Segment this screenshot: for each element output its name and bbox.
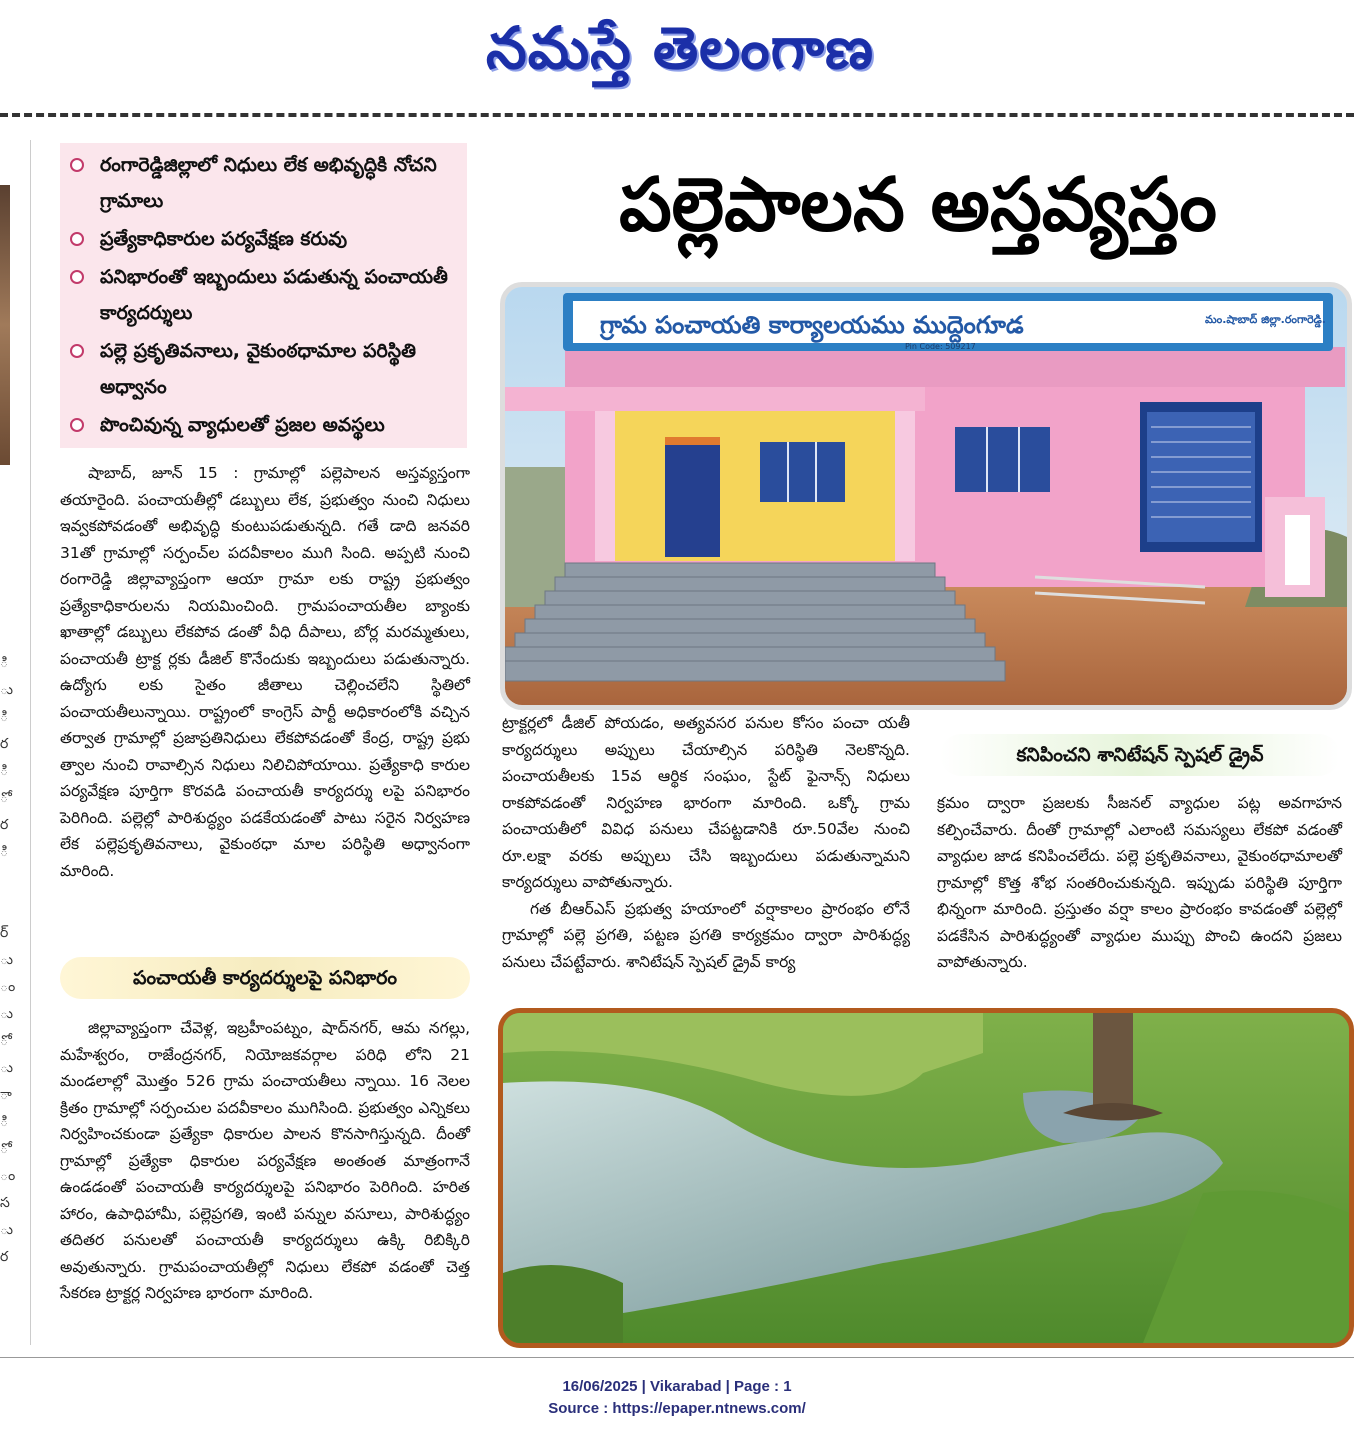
paragraph: క్రమం ద్వారా ప్రజలకు సీజనల్ వ్యాధుల పట్ల అవగాహన కల్పించేవారు. దీంతో గ్రామాల్లో ఎలాంటి సమస్యలు లేకపో వడంతో వ్యాధుల జాడ కనిపించలేదు. పల్లె ప్రకృతివనాలు, వైకుంఠధామాలతో గ్రామాల్లో కొత్త శోభ సంతరించుకున్నది. ఇప్పుడు పరిస్థితి పూర్తిగా భిన్నంగా మారింది. ప్రస్తుతం వర్షా కాలం ప్రారంభం కావడంతో పల్లెల్లో పడకేసిన పారిశుద్ధ్యంతో వ్యాధుల ముప్పు పొంచి ఉందని ప్రజలు వాపోతున్నారు. — [937, 794, 1342, 971]
sign-board-pincode: Pin Code: 509217 — [905, 342, 976, 351]
column-divider — [30, 140, 31, 1345]
newspaper-logo: నమస్తే తెలంగాణ — [486, 14, 874, 82]
bullet-icon — [70, 232, 84, 246]
footer-source: Source : https://epaper.ntnews.com/ — [548, 1400, 806, 1417]
highlight-item: రంగారెడ్డిజిల్లాలో నిధులు లేక అభివృద్ధికి నోచని గ్రామాలు — [100, 147, 460, 219]
article-body-column-1 — [60, 460, 470, 884]
highlight-item: ప్రత్యేకాధికారుల పర్యవేక్షణ కరువు — [100, 221, 460, 257]
highlight-item: పొంచివున్న వ్యాధులతో ప్రజల అవస్థలు — [100, 407, 460, 443]
paragraph: ట్రాక్టర్లలో డీజిల్ పోయడం, అత్యవసర పనుల కోసం పంచా యతీ కార్యదర్శులు అప్పులు చేయాల్సిన పరిస్థితి నెలకొన్నది. పంచాయతీలకు 15వ ఆర్థిక సంఘం, స్టేట్ ఫైనాన్స్ నిధులు రాకపోవడంతో నిర్వహణ భారంగా మారింది. ఒక్కో గ్రామ పంచాయతీలో వివిధ పనులు చేపట్టడానికి రూ.50వేల నుంచి రూ.లక్షా వరకు అప్పులు చేసి ఇబ్బందులు పడుతున్నామని కార్యదర్శులు వాపోతున్నారు. — [502, 714, 910, 891]
panchayat-office-photo — [500, 282, 1352, 710]
article-body-column-2 — [502, 710, 910, 975]
sign-board-location: మం.షాబాద్ జిల్లా.రంగారెడ్డి. — [1205, 313, 1326, 326]
paragraph: జిల్లావ్యాప్తంగా చేవెళ్ల, ఇబ్రహీంపట్నం, షాద్‌నగర్, ఆమ నగల్లు, మహేశ్వరం, రాజేంద్రనగర్, నియోజకవర్గాల పరిధి లోని 21 మండలాల్లో మొత్తం 526 గ్రామ పంచాయతీలు న్నాయి. 16 నెలల క్రితం గ్రామాల్లో సర్పంచుల పదవీకాలం ముగిసింది. ప్రభుత్వం ఎన్నికలు నిర్వహించకుండా ప్రత్యేకా ధికారుల పాలన కొనసాగిస్తున్నది. దీంతో గ్రామాల్లో ప్రత్యేకా ధికారుల పర్యవేక్షణ అంతంత మాత్రంగానే ఉండడంతో పంచాయతీ కార్యదర్శులపై పనిభారం పెరిగింది. హరిత హారం, ఉపాధిహామీ, పల్లెప్రగతి, ఇంటి పన్నుల వసూలు, పారిశుద్ధ్యం తదితర పనులతో పంచాయతీ కార్యదర్శులు ఉక్కి రిబిక్కిరి అవుతున్నారు. గ్రామపంచాయతీల్లో నిధులు లేకపో వడంతో చెత్త సేకరణ ట్రాక్టర్ల నిర్వహణ భారంగా మారింది. — [60, 1019, 470, 1302]
sign-board-text: గ్రామ పంచాయతి కార్యాలయము ముద్దెంగూడ — [600, 311, 1024, 339]
article-body-column-1b — [60, 1015, 470, 1307]
subheading-secretaries-workload: పంచాయతీ కార్యదర్శులపై పనిభారం — [60, 957, 470, 999]
subheading-sanitation-drive: కనిపించని శానిటేషన్ స్పెషల్ డ్రైవ్ — [940, 734, 1340, 776]
stagnant-water-photo — [498, 1008, 1354, 1348]
bullet-icon — [70, 270, 84, 284]
cropped-neighbor-text: ి ు ి ర ి ో ర ి ర్ ు ం ు ో ు ా ి ో ం స ు ర — [0, 655, 16, 1265]
paragraph: షాబాద్, జూన్ 15 : గ్రామాల్లో పల్లెపాలన అస్తవ్యస్తంగా తయారైంది. పంచాయతీల్లో డబ్బులు లేక, ప్రభుత్వం నుంచి నిధులు ఇవ్వకపోవడంతో అభివృద్ధి కుంటుపడుతున్నది. గతే డాది జనవరి 31తో గ్రామాల్లో సర్పంచ్‌ల పదవీకాలం ముగి సింది. అప్పటి నుంచి రంగారెడ్డి జిల్లావ్యాప్తంగా ఆయా గ్రామా లకు రాష్ట్ర ప్రభుత్వం ప్రత్యేకాధికారులను నియమించింది. గ్రామపంచాయతీల బ్యాంకు ఖాతాల్లో డబ్బులు లేకపోవ డంతో వీధి దీపాలు, బోర్ల మరమ్మతులు, పంచాయతీ ట్రాక్ట ర్లకు డీజిల్ కొనేందుకు ఇబ్బందులు పడుతున్నారు. ఉద్యోగు లకు సైతం జీతాలు చెల్లించలేని స్థితిలో పంచాయతీలున్నాయి. రాష్ట్రంలో కాంగ్రెస్ పార్టీ అధికారంలోకి వచ్చిన తర్వాత గ్రామాల్లో ప్రజాప్రతినిధులు లేకపోవడంతో కేంద్ర, రాష్ట్ర ప్రభు త్వాల నుంచి రావాల్సిన నిధులు నిలిచిపోయాయి. ప్రత్యేకాధి కారుల పర్యవేక్షణ పూర్తిగా కొరవడి పంచాయతీ కార్యదర్శు లపై పనిభారం పెరిగింది. పల్లెల్లో పారిశుద్ధ్యం పడకేయడంతో పాటు సరైన నిర్వహణ లేక పల్లెప్రకృతివనాలు, వైకుంఠధా మాల పరిస్థితి అధ్వానంగా మారింది. — [60, 464, 470, 880]
article-body-column-3 — [937, 790, 1342, 976]
bullet-icon — [70, 418, 84, 432]
footer-date-edition: 16/06/2025 | Vikarabad | Page : 1 — [562, 1378, 792, 1395]
bullet-icon — [70, 344, 84, 358]
highlights-box — [60, 143, 467, 448]
bullet-icon — [70, 158, 84, 172]
highlight-item: పనిభారంతో ఇబ్బందులు పడుతున్న పంచాయతీ కార్యదర్శులు — [100, 259, 460, 331]
cropped-neighbor-photo — [0, 185, 10, 465]
masthead — [0, 0, 1354, 110]
article-headline: పల్లెపాలన అస్తవ్యస్తం — [619, 162, 1217, 248]
footer-divider — [0, 1357, 1354, 1358]
paragraph: గత బీఆర్‌ఎస్ ప్రభుత్వ హయాంలో వర్షాకాలం ప్రారంభం లోనే గ్రామాల్లో పల్లె ప్రగతి, పట్టణ ప్రగతి కార్యక్రమం ద్వారా పారిశుద్ధ్య పనులు చేపట్టేవారు. శానిటేషన్ స్పెషల్ డ్రైవ్ కార్య — [502, 899, 910, 971]
highlight-item: పల్లె ప్రకృతివనాలు, వైకుంఠధామాల పరిస్థితి అధ్వానం — [100, 333, 460, 405]
dashed-divider — [0, 113, 1354, 117]
